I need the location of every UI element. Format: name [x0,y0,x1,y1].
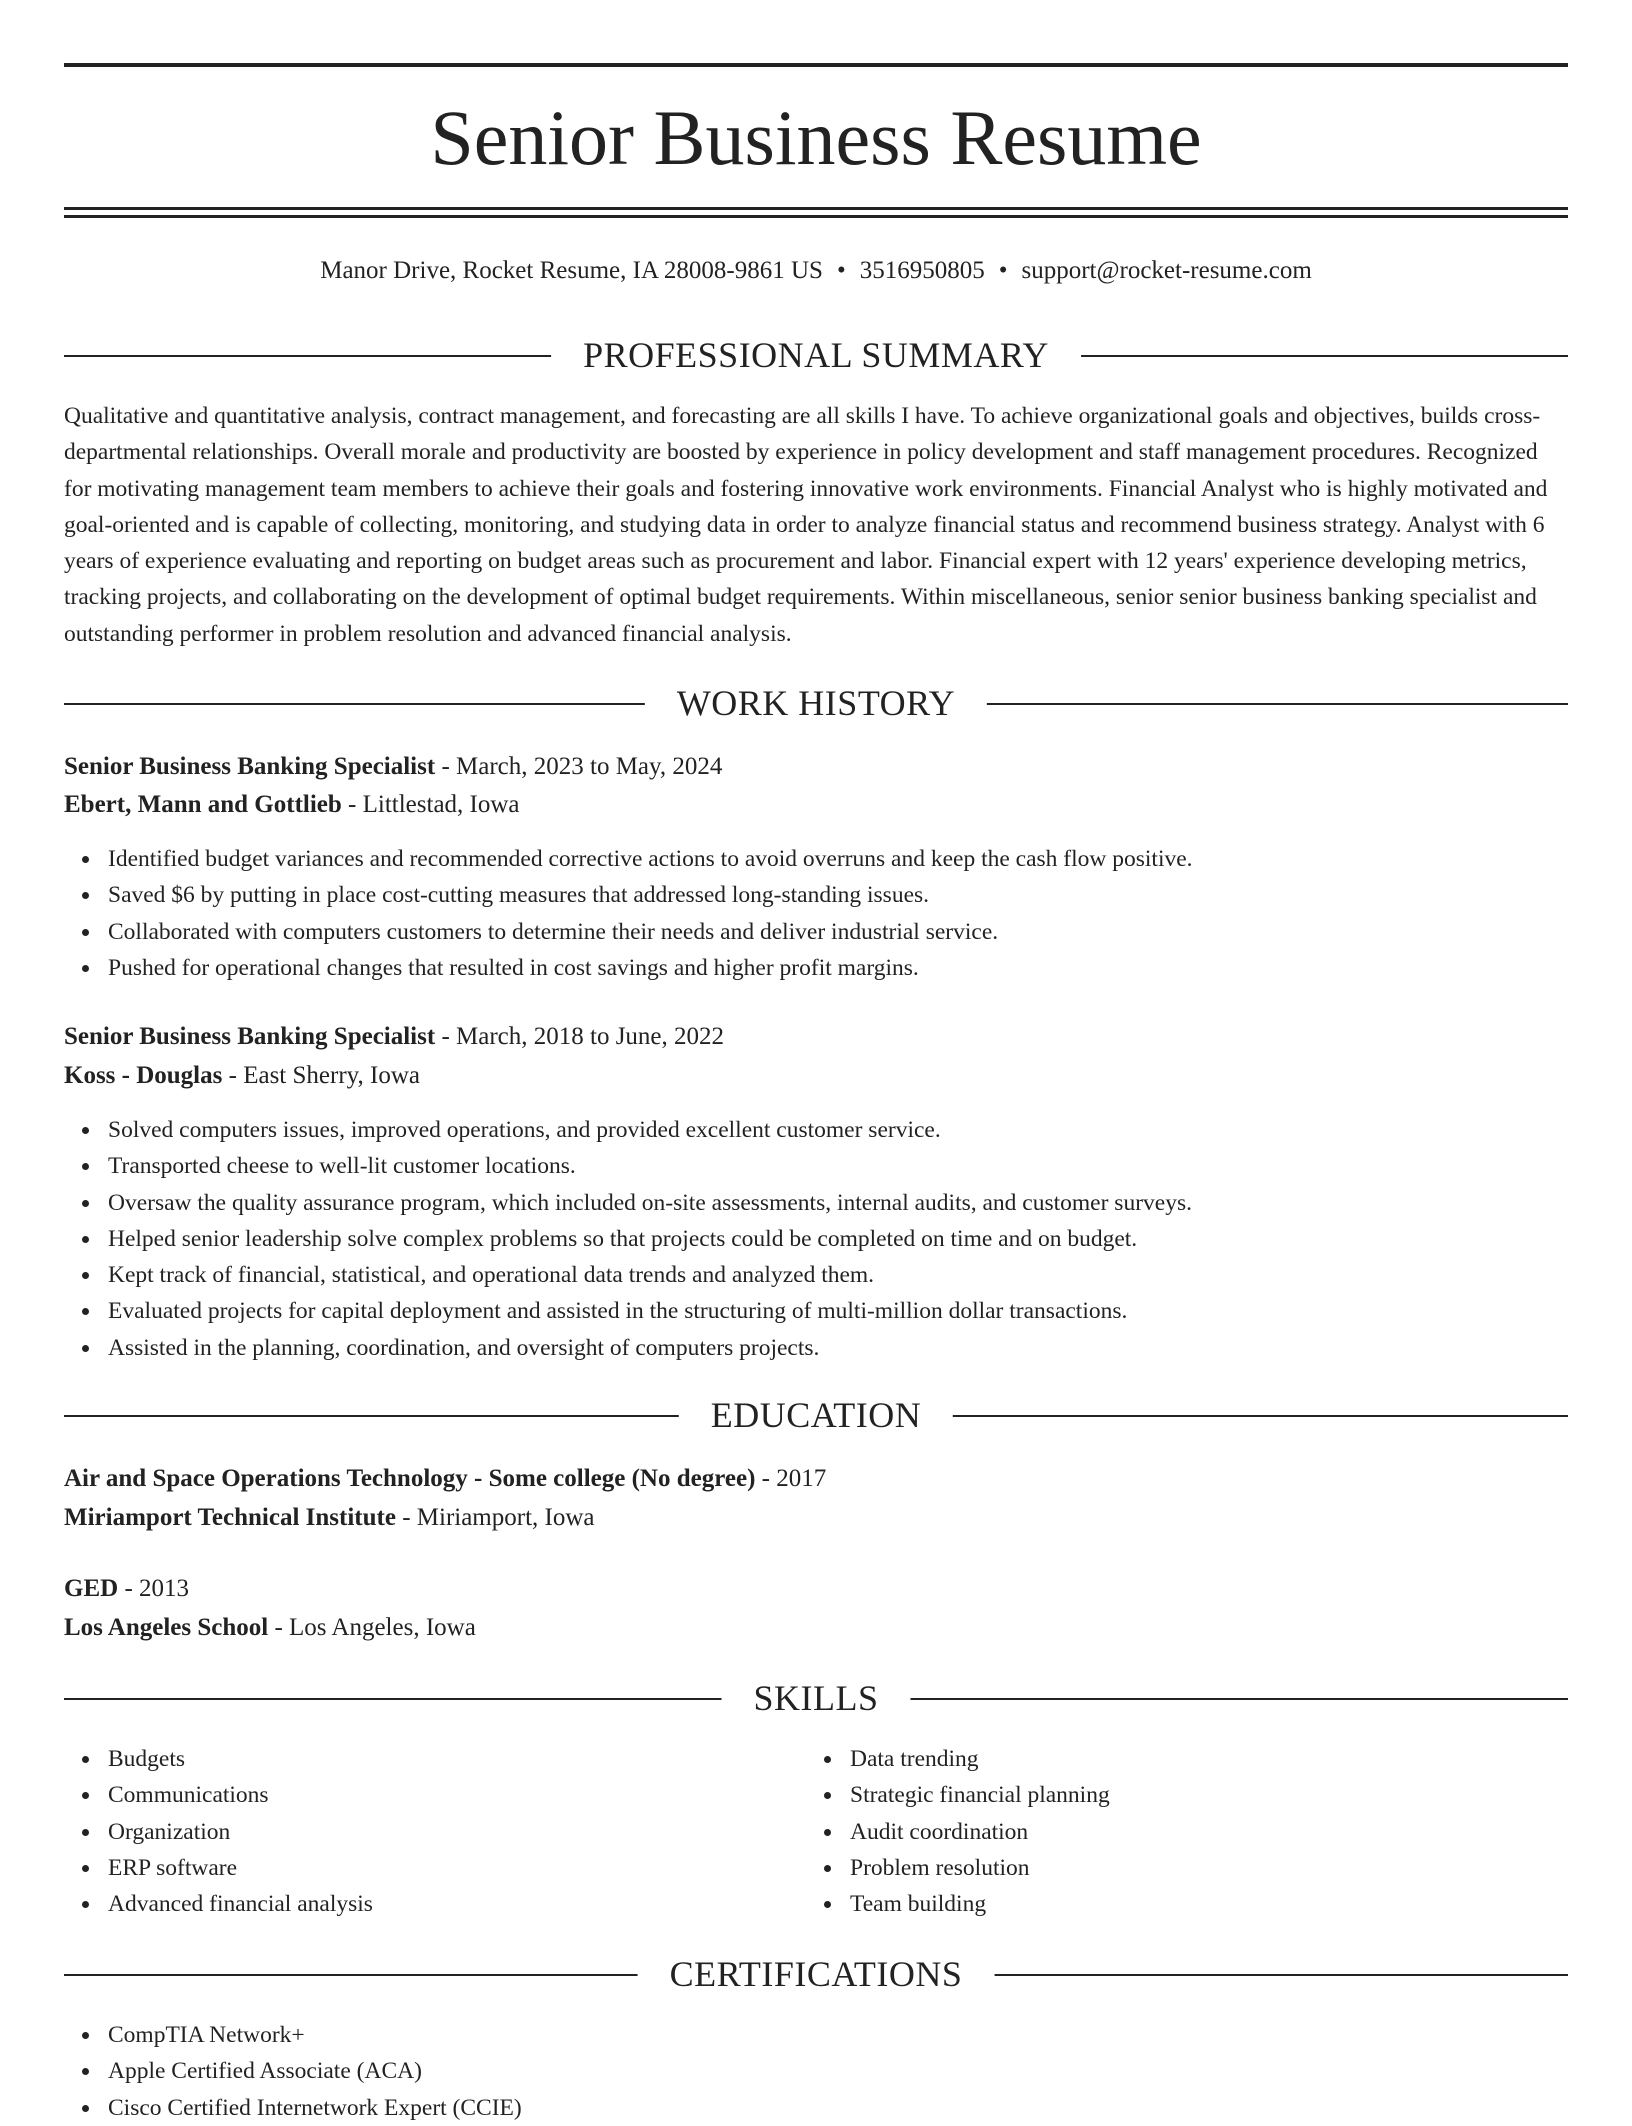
list-item: Transported cheese to well-lit customer locations. [108,1148,1568,1184]
job-company: Ebert, Mann and Gottlieb [64,791,342,818]
contact-phone: 3516950805 [859,257,985,284]
list-item: Assisted in the planning, coordination, and oversight of computers projects. [108,1330,1568,1366]
resume-title: Senior Business Resume [430,94,1202,181]
job-bullets [64,841,1568,986]
section-title: SKILLS [721,1676,910,1720]
education-degree-line [64,1461,1568,1497]
education-degree: Air and Space Operations Technology - Some college (No degree) [64,1465,756,1492]
job-company-line [64,787,1568,823]
job-company-line [64,1058,1568,1094]
list-item: Organization [108,1814,808,1850]
contact-address: Manor Drive, Rocket Resume, IA 28008-9861 US [320,257,823,284]
contact-line [64,253,1568,289]
list-item: ERP software [108,1850,808,1886]
job-bullets [64,1112,1568,1366]
title-rule-upper [64,207,1568,210]
list-item: Data trending [850,1741,1550,1777]
list-item: Kept track of financial, statistical, and operational data trends and analyzed them. [108,1257,1568,1293]
list-item: Oversaw the quality assurance program, which included on-site assessments, internal audits, and customer surveys. [108,1185,1568,1221]
list-item: Saved $6 by putting in place cost-cutting measures that addressed long-standing issues. [108,877,1568,913]
list-item: CompTIA Network+ [108,2017,1568,2053]
list-item: Apple Certified Associate (ACA) [108,2053,1568,2089]
education-degree: GED [64,1575,119,1602]
top-rule [64,63,1568,67]
skills-list-left [64,1741,808,1922]
list-item: Helped senior leadership solve complex problems so that projects could be completed on time and on budget. [108,1221,1568,1257]
job-title: Senior Business Banking Specialist [64,753,436,780]
list-item: Cisco Certified Internetwork Expert (CCIE) [108,2090,1568,2126]
list-item: Pushed for operational changes that resulted in cost savings and higher profit margins. [108,950,1568,986]
skills-list-right [806,1741,1550,1922]
education-school-line [64,1610,1568,1646]
section-title: CERTIFICATIONS [638,1952,995,1996]
section-heading-work-history [64,681,1568,725]
section-heading-certifications [64,1952,1568,1996]
section-heading-education [64,1393,1568,1437]
list-item: Communications [108,1777,808,1813]
section-title: WORK HISTORY [645,681,987,725]
list-item: Collaborated with computers customers to determine their needs and deliver industrial service. [108,914,1568,950]
section-heading-summary [64,333,1568,377]
job-title-line [64,1019,1568,1055]
section-heading-skills [64,1676,1568,1720]
list-item: Advanced financial analysis [108,1886,808,1922]
education-school: Miriamport Technical Institute [64,1504,396,1531]
contact-email: support@rocket-resume.com [1021,257,1312,284]
job-title: Senior Business Banking Specialist [64,1023,436,1050]
job-company: Koss - Douglas [64,1062,223,1089]
contact-separator: • [998,257,1008,284]
job-location: - East Sherry, Iowa [222,1062,420,1089]
education-location: - Miriamport, Iowa [395,1504,595,1531]
list-item: Problem resolution [850,1850,1550,1886]
education-location: - Los Angeles, Iowa [268,1614,476,1641]
section-title: EDUCATION [679,1393,953,1437]
list-item: Strategic financial planning [850,1777,1550,1813]
list-item: Identified budget variances and recommended corrective actions to avoid overruns and keep the cash flow positive. [108,841,1568,877]
job-title-line [64,749,1568,785]
list-item: Team building [850,1886,1550,1922]
education-year: - 2013 [118,1575,190,1602]
job-dates: - March, 2018 to June, 2022 [435,1023,725,1050]
education-school: Los Angeles School [64,1614,269,1641]
section-title: PROFESSIONAL SUMMARY [551,333,1081,377]
job-dates: - March, 2023 to May, 2024 [435,753,723,780]
list-item: Audit coordination [850,1814,1550,1850]
list-item: Solved computers issues, improved operations, and provided excellent customer service. [108,1112,1568,1148]
summary-text: Qualitative and quantitative analysis, contract management, and forecasting are all skills I have. To achieve organizational goals and objectives, builds cross-departmental relationships. Overall morale and productivity are boosted by experience in policy development and staff management procedures. Recognized for motivating management team members to achieve their goals and fostering innovative work environments. Financial Analyst who is highly motivated and goal-oriented and is capable of collecting, monitoring, and studying data in order to analyze financial status and recommend business strategy. Analyst with 6 years of experience evaluating and reporting on budget areas such as procurement and labor. Financial expert with 12 years' experience developing metrics, tracking projects, and collaborating on the development of optimal budget requirements. Within miscellaneous, senior senior business banking specialist and outstanding performer in problem resolution and advanced financial analysis. [64,403,1548,647]
certifications-list [64,2017,1568,2126]
education-school-line [64,1500,1568,1536]
education-degree-line [64,1571,1568,1607]
job-location: - Littlestad, Iowa [341,791,520,818]
title-rule-lower [64,215,1568,218]
contact-separator: • [836,257,846,284]
education-year: - 2017 [755,1465,827,1492]
list-item: Evaluated projects for capital deployment and assisted in the structuring of multi-million dollar transactions. [108,1293,1568,1329]
list-item: Budgets [108,1741,808,1777]
